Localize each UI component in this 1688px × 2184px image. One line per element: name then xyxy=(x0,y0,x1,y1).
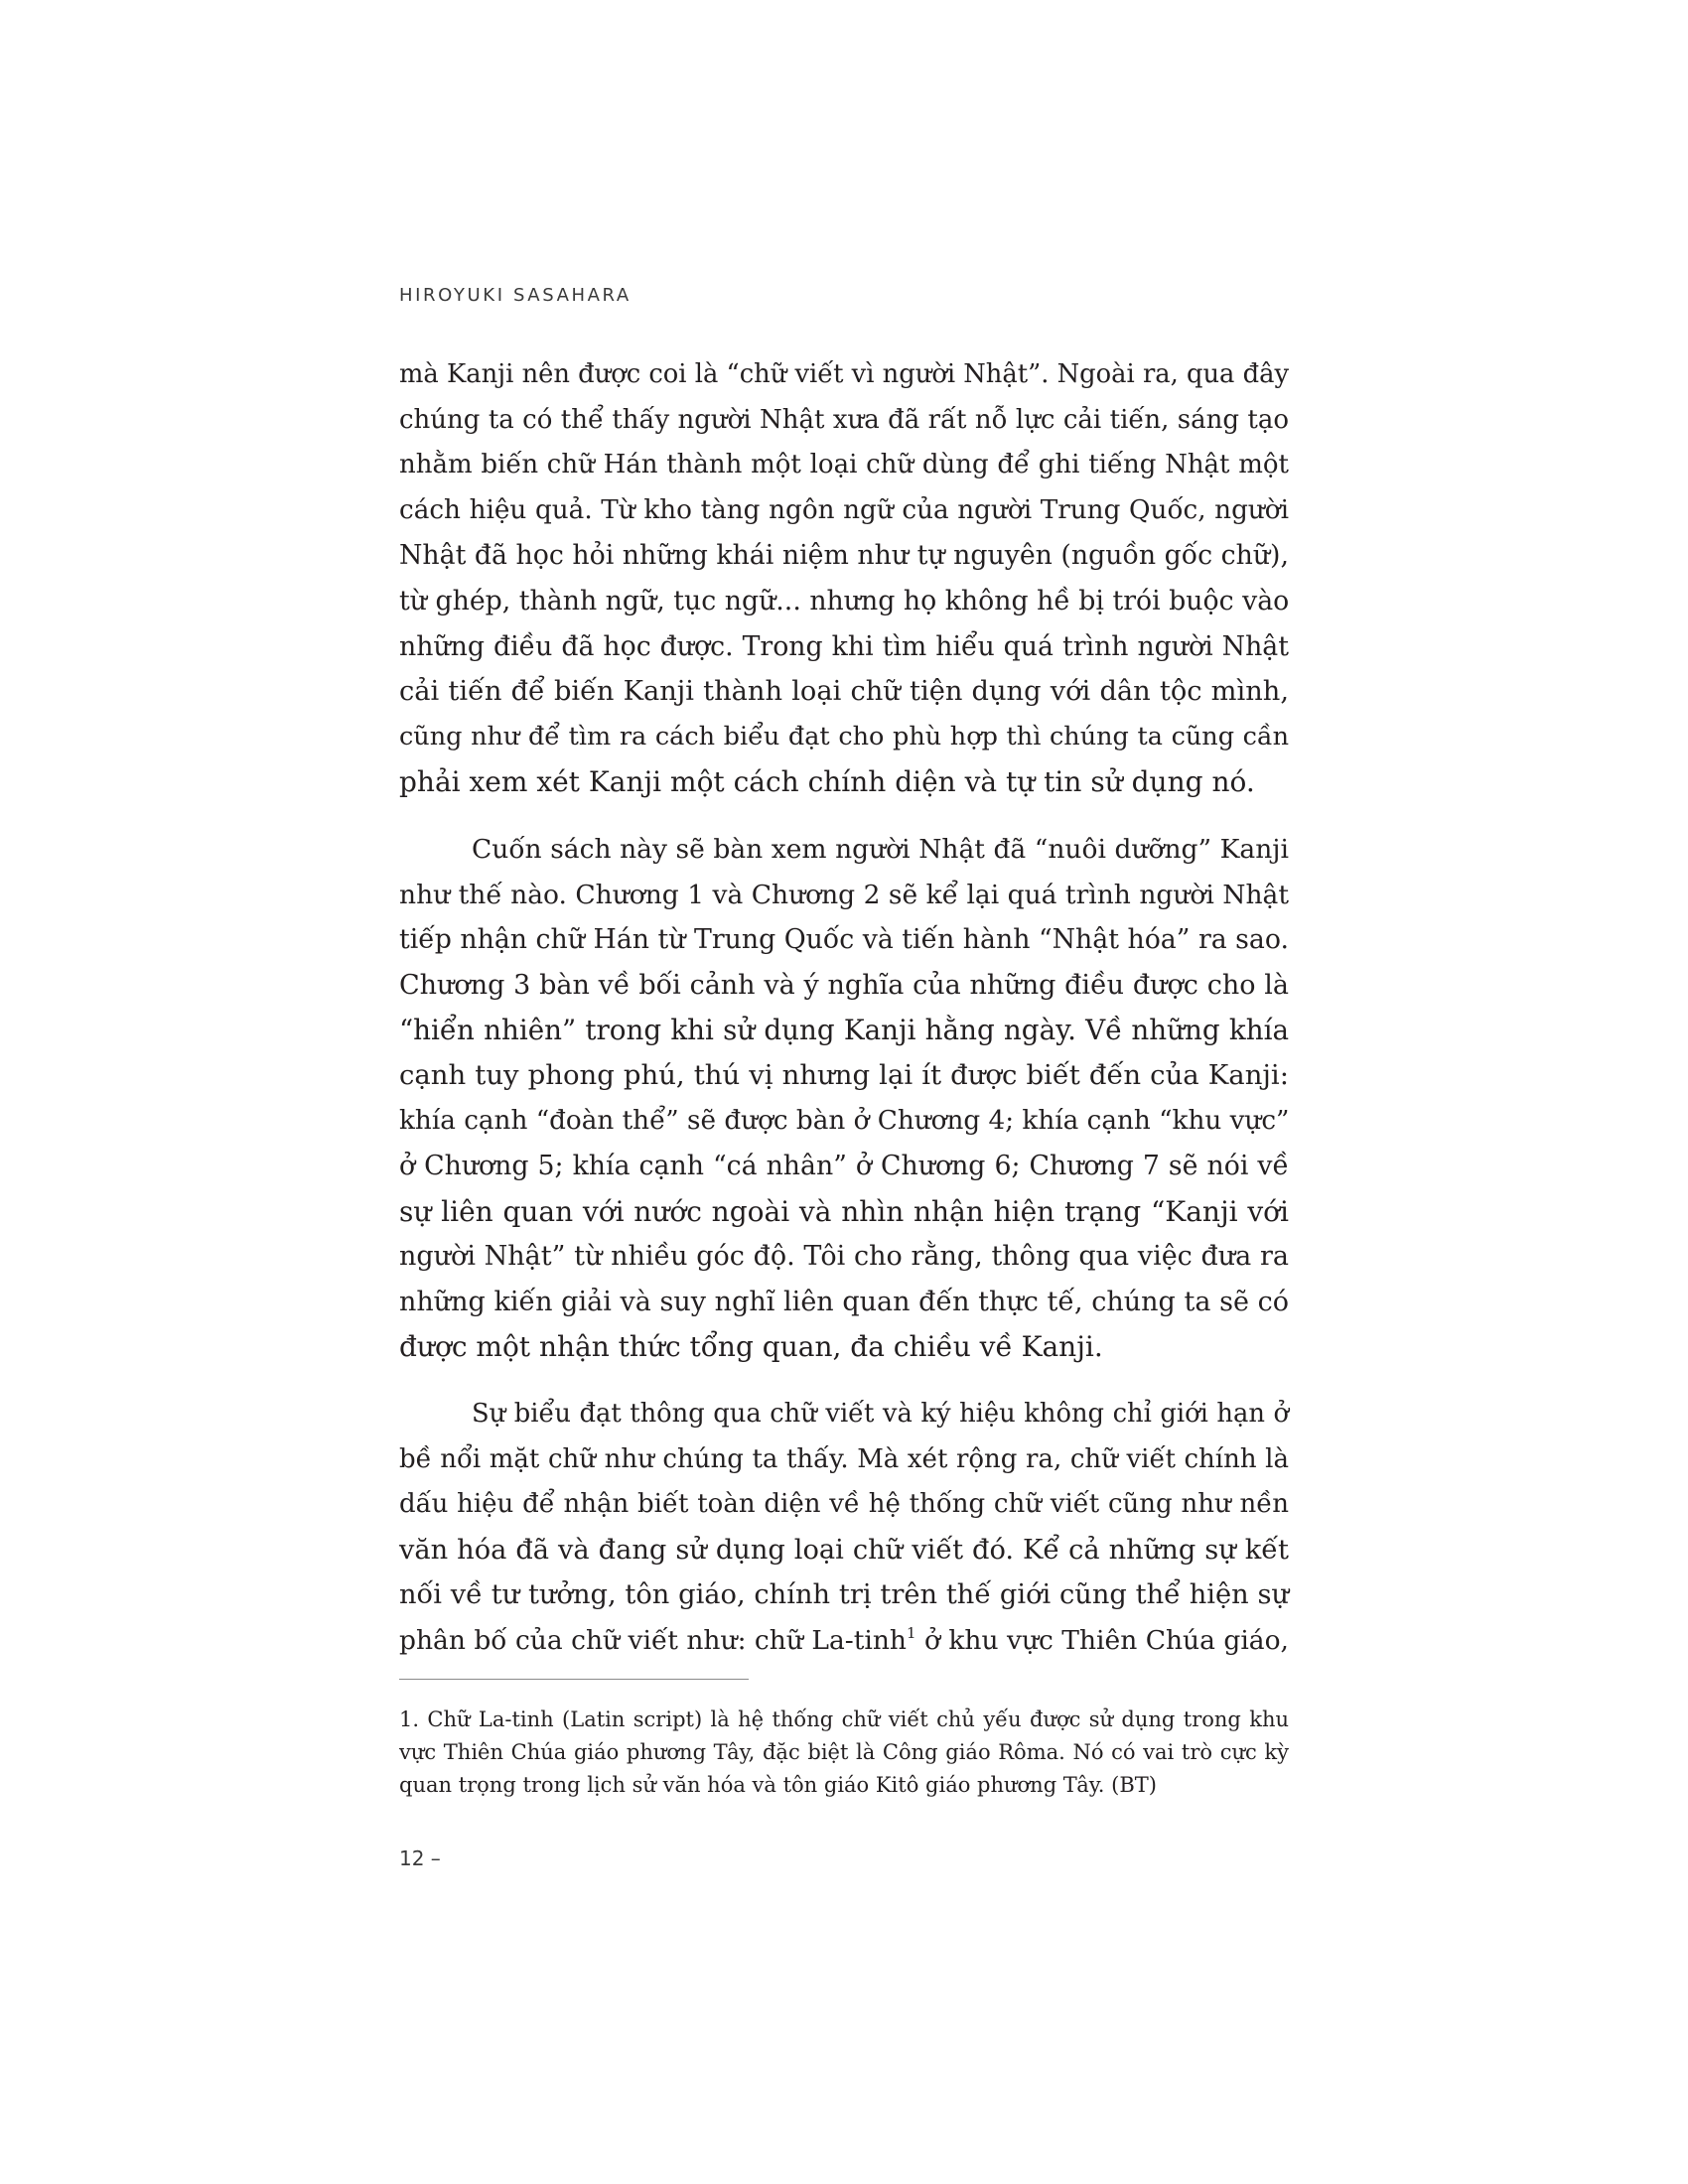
page-number: 12 – xyxy=(399,1846,441,1870)
text-segment: phân bố của chữ viết như: chữ La-tinh xyxy=(399,1625,907,1657)
footnote-line: 1. Chữ La-tinh (Latin script) là hệ thống chữ viết chủ yếu được sử dụng trong khu xyxy=(399,1707,1289,1731)
paragraph-1 xyxy=(399,352,1289,805)
text-line-with-footnote-ref xyxy=(399,1618,1289,1664)
text-line: Nhật đã học hỏi những khái niệm như tự nguyên (nguồn gốc chữ), xyxy=(399,540,1289,572)
main-text xyxy=(399,352,1289,1664)
text-line: những kiến giải và suy nghĩ liên quan đến thực tế, chúng ta sẽ có xyxy=(399,1286,1289,1317)
text-line: dấu hiệu để nhận biết toàn diện về hệ thống chữ viết cũng như nền xyxy=(399,1489,1289,1520)
footnote xyxy=(399,1704,1289,1802)
paragraph-2 xyxy=(399,827,1289,1370)
text-line: nối về tư tưởng, tôn giáo, chính trị trên thế giới cũng thể hiện sự xyxy=(399,1579,1289,1611)
footnote-reference[interactable]: 1 xyxy=(906,1624,916,1643)
text-line: cạnh tuy phong phú, thú vị nhưng lại ít được biết đến của Kanji: xyxy=(399,1058,1289,1091)
text-line: tiếp nhận chữ Hán từ Trung Quốc và tiến hành “Nhật hóa” ra sao. xyxy=(399,924,1289,956)
text-line: ở Chương 5; khía cạnh “cá nhân” ở Chương 6; Chương 7 sẽ nói về xyxy=(399,1151,1289,1182)
running-head-author: HIROYUKI SASAHARA xyxy=(399,285,632,306)
text-line: phải xem xét Kanji một cách chính diện và tự tin sử dụng nó. xyxy=(399,765,1255,799)
text-line: cũng như để tìm ra cách biểu đạt cho phù hợp thì chúng ta cũng cần xyxy=(399,721,1289,751)
paragraph-3 xyxy=(399,1392,1289,1664)
text-line: bề nổi mặt chữ như chúng ta thấy. Mà xét rộng ra, chữ viết chính là xyxy=(399,1443,1289,1474)
text-line: chúng ta có thể thấy người Nhật xưa đã rất nỗ lực cải tiến, sáng tạo xyxy=(399,404,1289,435)
footnote-line: quan trọng trong lịch sử văn hóa và tôn giáo Kitô giáo phương Tây. (BT) xyxy=(399,1773,1157,1797)
text-line: Sự biểu đạt thông qua chữ viết và ký hiệu không chỉ giới hạn ở xyxy=(472,1399,1289,1430)
text-line: nhằm biến chữ Hán thành một loại chữ dùng để ghi tiếng Nhật một xyxy=(399,450,1289,480)
text-line: “hiển nhiên” trong khi sử dụng Kanji hằng ngày. Về những khía xyxy=(399,1014,1289,1047)
text-line: người Nhật” từ nhiều góc độ. Tôi cho rằng, thông qua việc đưa ra xyxy=(399,1241,1289,1273)
text-line: cải tiến để biến Kanji thành loại chữ tiện dụng với dân tộc mình, xyxy=(399,676,1289,708)
text-segment: ở khu vực Thiên Chúa giáo, xyxy=(915,1625,1289,1657)
text-line: được một nhận thức tổng quan, đa chiều về Kanji. xyxy=(399,1330,1103,1364)
text-line: từ ghép, thành ngữ, tục ngữ... nhưng họ không hề bị trói buộc vào xyxy=(399,585,1290,616)
footnote-line: vực Thiên Chúa giáo phương Tây, đặc biệt là Công giáo Rôma. Nó có vai trò cực kỳ xyxy=(399,1740,1289,1764)
text-line: sự liên quan với nước ngoài và nhìn nhận hiện trạng “Kanji với xyxy=(399,1194,1289,1228)
footnote-divider xyxy=(399,1679,749,1680)
text-line: văn hóa đã và đang sử dụng loại chữ viết đó. Kể cả những sự kết xyxy=(399,1534,1289,1566)
text-line: khía cạnh “đoàn thể” sẽ được bàn ở Chương 4; khía cạnh “khu vực” xyxy=(399,1105,1290,1136)
text-line: Chương 3 bàn về bối cảnh và ý nghĩa của những điều được cho là xyxy=(399,969,1289,1001)
text-line: như thế nào. Chương 1 và Chương 2 sẽ kể lại quá trình người Nhật xyxy=(399,879,1289,910)
text-line: mà Kanji nên được coi là “chữ viết vì người Nhật”. Ngoài ra, qua đây xyxy=(399,359,1289,389)
text-line: cách hiệu quả. Từ kho tàng ngôn ngữ của người Trung Quốc, người xyxy=(399,494,1289,525)
text-line: những điều đã học được. Trong khi tìm hiểu quá trình người Nhật xyxy=(399,630,1289,662)
text-line: Cuốn sách này sẽ bàn xem người Nhật đã “nuôi dưỡng” Kanji xyxy=(472,833,1289,865)
